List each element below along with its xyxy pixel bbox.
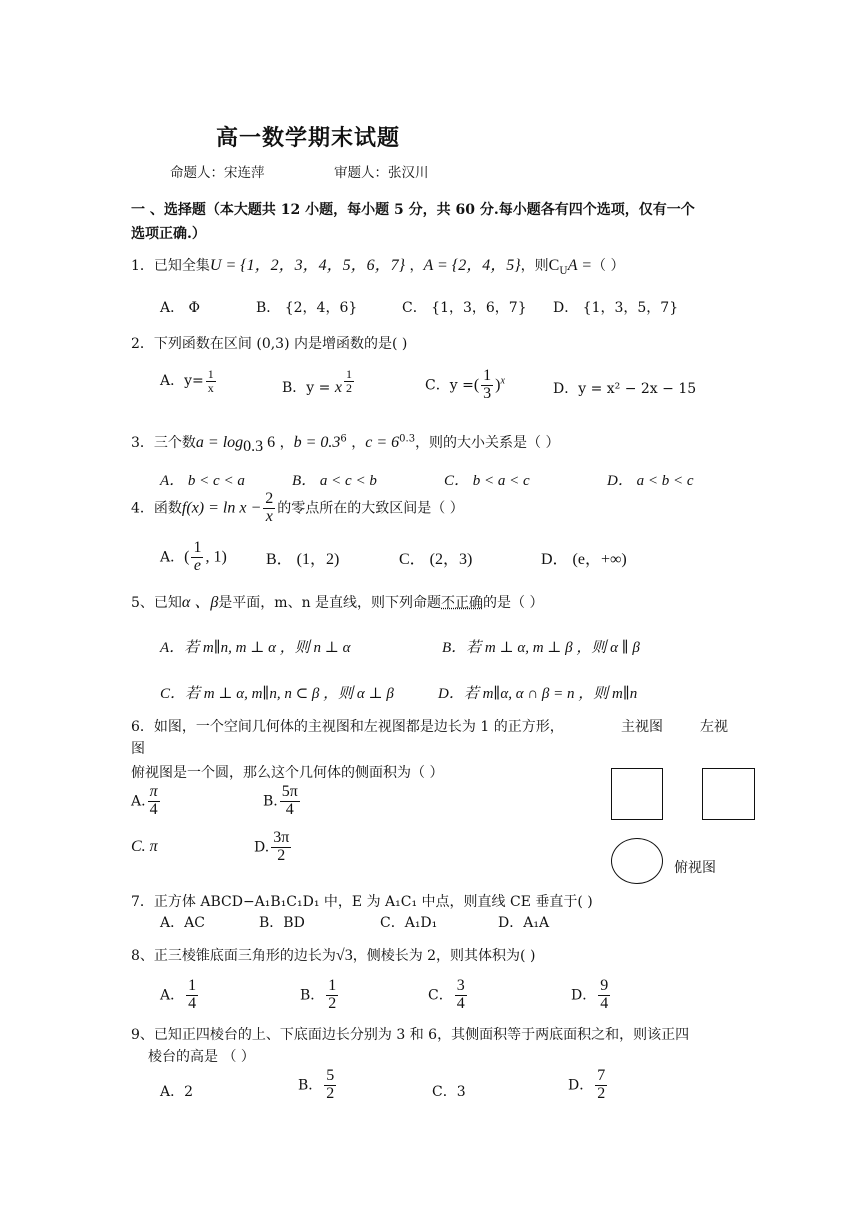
q5-option-b: B．若 m ⊥ α, m ⊥ β ，则 α ∥ β	[442, 640, 640, 656]
q3-option-c: C． b < a < c	[444, 473, 530, 489]
q4-option-d: D． (e，+∞)	[541, 551, 627, 568]
top-view-circle	[611, 838, 663, 884]
question-4: 4．函数f(x) = ln x − $\frac{2}{x}$ 的零点所在的大致区间是（ ）	[131, 490, 464, 525]
q9-option-c: C．3	[432, 1084, 466, 1100]
q9-option-d: D． $\frac{7}{2}$	[568, 1067, 606, 1102]
q9-option-a: A．2	[160, 1084, 194, 1100]
q1-option-b: B． {2，4，6}	[256, 300, 358, 316]
q5-option-c: C．若 m ⊥ α, m∥n, n ⊂ β ，则 α ⊥ β	[160, 686, 394, 702]
reviewer-label: 审题人：张汉川	[334, 165, 429, 181]
question-6-line3: 俯视图是一个圆，那么这个几何体的侧面积为（ ）	[131, 765, 444, 781]
q3-option-b: B． a < c < b	[292, 473, 377, 489]
question-6-line1: 6．如图，一个空间几何体的主视图和左视图都是边长为 1 的正方形，	[131, 719, 564, 735]
question-5: 5、已知α 、β是平面，m、n 是直线，则下列命题不正确的是（ ）	[131, 594, 544, 611]
q5-option-a: A．若 m∥n, m ⊥ α ，则 n ⊥ α	[160, 640, 351, 656]
question-9-line2: 棱台的高是 （ ）	[148, 1049, 255, 1065]
question-7: 7．正方体 ABCD−A₁B₁C₁D₁ 中，E 为 A₁C₁ 中点，则直线 CE 垂直于( )	[131, 894, 593, 910]
section-heading-line2: 选项正确.）	[131, 226, 206, 242]
label-left-view: 左视	[700, 719, 728, 735]
page-title: 高一数学期末试题	[216, 126, 401, 151]
q8-option-b: B． $\frac{1}{2}$	[300, 977, 337, 1012]
q1-option-d: D． {1，3，5，7}	[553, 300, 679, 316]
q7-option-c: C．A₁D₁	[380, 915, 438, 931]
q8-option-d: D． $\frac{9}{4}$	[571, 977, 609, 1012]
q7-option-b: B．BD	[259, 915, 305, 931]
q2-option-b: B．y = x $\frac{1}{2}$	[282, 367, 352, 396]
q6-option-b: B. $\frac{5\pi}{4}$	[263, 783, 298, 818]
question-1: 1．已知全集U = {1，2，3，4，5，6，7} ，A = {2，4，5}，则$C_UA$ =（ ）	[131, 257, 625, 277]
label-top-view: 俯视图	[674, 860, 716, 876]
q4-option-b: B． (1，2)	[266, 551, 340, 568]
left-view-square	[702, 768, 755, 820]
q1-option-c: C． {1，3，6，7}	[402, 300, 527, 316]
q8-option-a: A． $\frac{1}{4}$	[160, 977, 197, 1012]
q3-option-d: D． a < b < c	[607, 473, 694, 489]
q4-option-c: C． (2，3)	[399, 551, 473, 568]
question-2: 2．下列函数在区间 (0,3) 内是增函数的是( )	[131, 336, 408, 352]
section-heading-line1: 一 、选择题（本大题共 12 小题，每小题 5 分，共 60 分.每小题各有四个选项，仅有一个	[131, 202, 695, 218]
q2-option-c: C．y =( $\frac{1}{3}$ )$^x$	[425, 367, 505, 402]
question-3: 3．三个数$a = \log_{0.3} 6$ ，$b = 0.3^6$ ，$c = 6^{0.3}$，则的大小关系是（ ）	[131, 433, 560, 455]
q8-option-c: C． $\frac{3}{4}$	[428, 977, 465, 1012]
q6-option-d: D. $\frac{3\pi}{2}$	[254, 829, 290, 864]
author-label: 命题人：宋连萍	[170, 165, 265, 181]
q4-option-a: A．( $\frac{1}{e}$ , 1)	[160, 539, 227, 574]
q7-option-a: A．AC	[160, 915, 205, 931]
q2-option-d: D．y = x² − 2x − 15	[553, 381, 697, 397]
q2-option-a: A．y= $\frac{1}{x}$	[160, 367, 214, 395]
question-8: 8、正三棱锥底面三角形的边长为√3，侧棱长为 2，则其体积为( )	[131, 947, 536, 964]
label-main-view: 主视图	[621, 719, 663, 735]
q9-option-b: B． $\frac{5}{2}$	[298, 1067, 335, 1102]
q3-option-a: A． b < c < a	[160, 473, 245, 489]
q6-option-c: C. π	[131, 838, 158, 855]
q5-option-d: D．若 m∥α, α ∩ β = n ，则 m∥n	[438, 686, 638, 702]
question-9-line1: 9、已知正四棱台的上、下底面边长分别为 3 和 6，其侧面积等于两底面积之和，则该正四	[131, 1027, 690, 1043]
q1-option-a: A． Φ	[160, 300, 201, 316]
q6-option-a: A. $\frac{\pi}{4}$	[131, 783, 158, 818]
main-view-square	[611, 768, 663, 820]
question-6-line2: 图	[131, 741, 145, 757]
q7-option-d: D．A₁A	[498, 915, 550, 931]
